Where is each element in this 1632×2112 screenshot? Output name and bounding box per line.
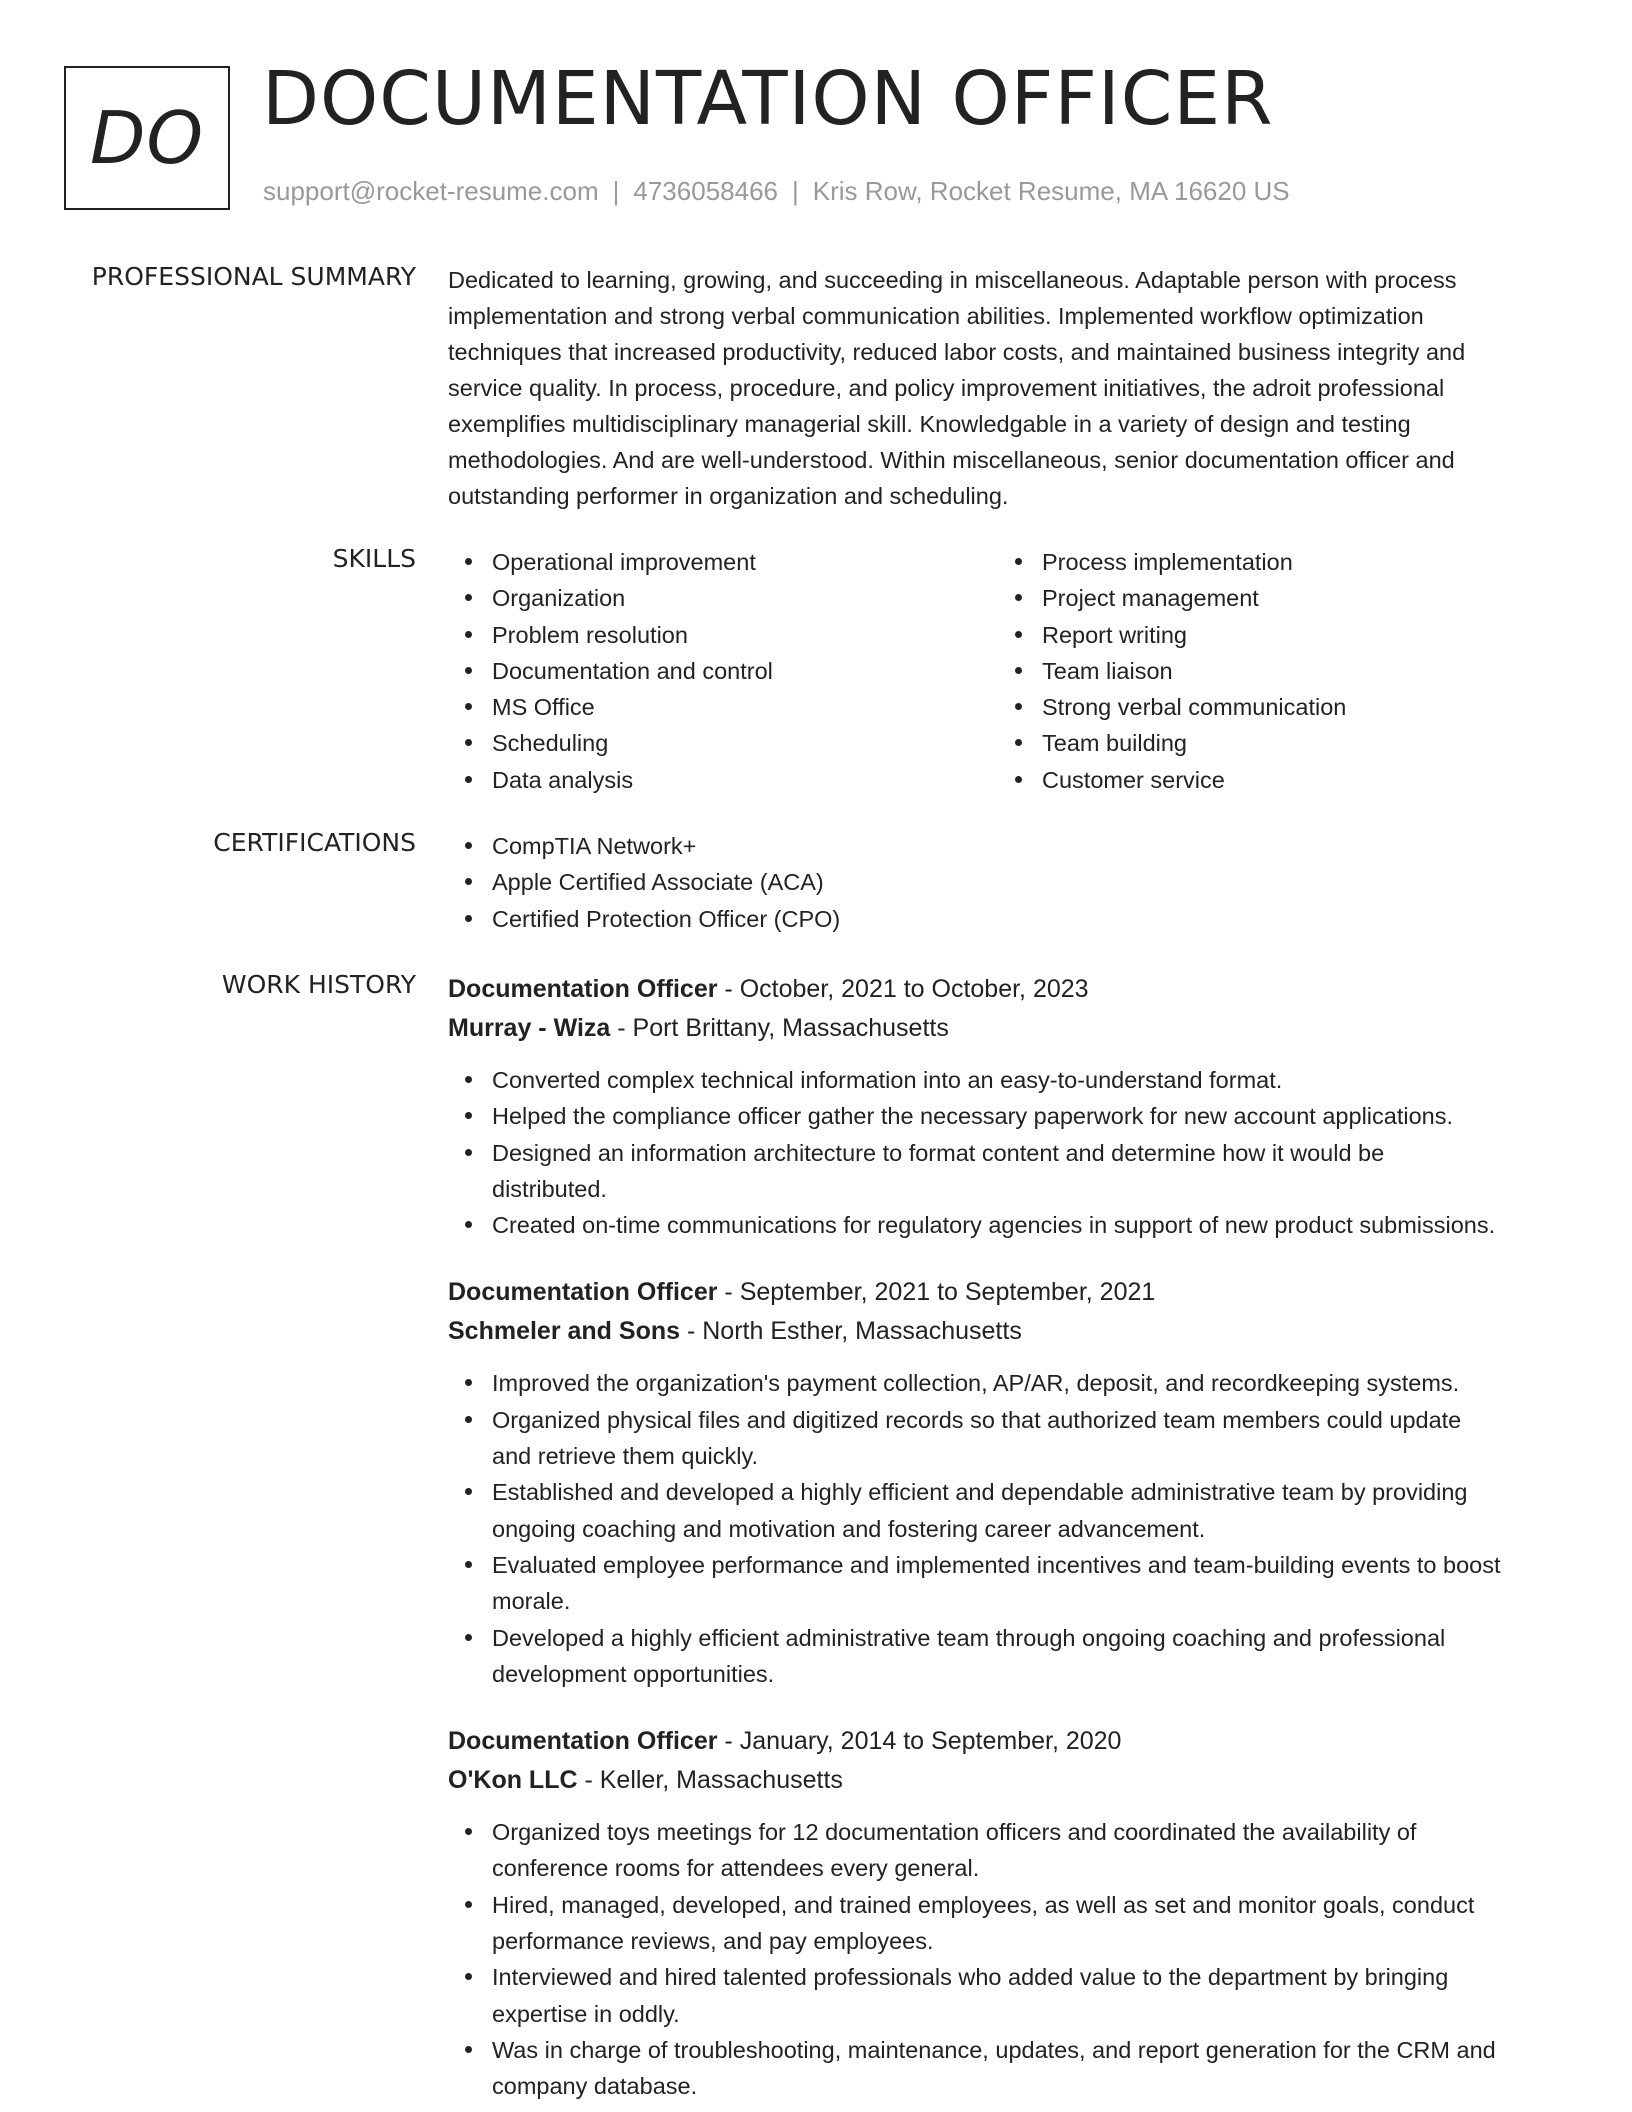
duty-line: distributed. xyxy=(492,1175,607,1202)
job-title: Documentation Officer xyxy=(448,975,718,1003)
skill-item: Problem resolution xyxy=(448,617,998,653)
duty-line: Established and developed a highly efficient and dependable administrative team by providing xyxy=(492,1479,1468,1506)
job-duty xyxy=(448,1402,1568,1475)
duty-line: ongoing coaching and motivation and fostering career advancement. xyxy=(492,1515,1206,1542)
job-location: - North Esther, Massachusetts xyxy=(680,1317,1022,1346)
job-company: Murray - Wiza xyxy=(448,1014,611,1042)
duty-line: Improved the organization's payment collection, AP/AR, deposit, and recordkeeping systems. xyxy=(492,1370,1460,1397)
skill-item: Organization xyxy=(448,580,998,616)
duty-line: Created on-time communications for regulatory agencies in support of new product submissions. xyxy=(492,1212,1496,1239)
skill-item: MS Office xyxy=(448,689,998,725)
skill-item: Team liaison xyxy=(998,653,1548,689)
job-employer xyxy=(448,1312,1568,1351)
monogram-logo: DO xyxy=(64,66,230,210)
section-label-work-history: WORK HISTORY xyxy=(221,970,416,999)
job-company: O'Kon LLC xyxy=(448,1766,578,1795)
skills-list-right xyxy=(998,544,1548,798)
job-heading xyxy=(448,970,1568,1009)
job-employer xyxy=(448,1009,1568,1048)
job-duty xyxy=(448,2032,1568,2105)
duty-line: expertise in oddly. xyxy=(492,2000,680,2027)
skill-item: Process implementation xyxy=(998,544,1548,580)
duty-line: performance reviews, and pay employees. xyxy=(492,1928,934,1955)
summary-line: Dedicated to learning, growing, and succeeding in miscellaneous. Adaptable person with process xyxy=(448,267,1457,293)
skill-item: Customer service xyxy=(998,762,1548,798)
contact-separator: | xyxy=(792,176,799,206)
job-heading xyxy=(448,1273,1568,1312)
job-duty xyxy=(448,1959,1568,2032)
duty-line: development opportunities. xyxy=(492,1660,775,1687)
job-duty xyxy=(448,1062,1568,1098)
duty-line: Organized toys meetings for 12 documentation officers and coordinated the availability of xyxy=(492,1819,1417,1846)
certifications-list xyxy=(448,828,1568,937)
duty-line: Interviewed and hired talented professionals who added value to the department by bringing xyxy=(492,1964,1449,1991)
duty-line: and retrieve them quickly. xyxy=(492,1443,759,1470)
job-duty xyxy=(448,1814,1568,1887)
summary-line: techniques that increased productivity, reduced labor costs, and maintained business integrity and xyxy=(448,339,1466,365)
skills-list-left xyxy=(448,544,998,798)
duty-line: Was in charge of troubleshooting, maintenance, updates, and report generation for the CRM and xyxy=(492,2036,1496,2063)
duty-line: Evaluated employee performance and implemented incentives and team-building events to boost xyxy=(492,1551,1501,1578)
skills-columns xyxy=(448,544,1568,798)
duty-line: Designed an information architecture to format content and determine how it would be xyxy=(492,1139,1385,1166)
summary-text xyxy=(448,262,1568,514)
job-entry xyxy=(448,1273,1568,1692)
certification-item: CompTIA Network+ xyxy=(448,828,1568,864)
job-entry xyxy=(448,970,1568,1243)
job-company: Schmeler and Sons xyxy=(448,1317,681,1346)
summary-line: service quality. In process, procedure, and policy improvement initiatives, the adroit professional xyxy=(448,375,1445,401)
certifications-body xyxy=(448,828,1568,937)
job-duty xyxy=(448,1547,1568,1620)
job-title: Documentation Officer xyxy=(448,1727,718,1756)
job-employer xyxy=(448,1761,1568,1800)
job-duty xyxy=(448,1207,1568,1243)
summary-line: methodologies. And are well-understood. Within miscellaneous, senior documentation officer and xyxy=(448,447,1455,473)
contact-address: Kris Row, Rocket Resume, MA 16620 US xyxy=(812,176,1290,206)
job-duty xyxy=(448,1135,1568,1208)
certification-item: Apple Certified Associate (ACA) xyxy=(448,864,1568,900)
contact-line xyxy=(263,176,1290,207)
job-duty xyxy=(448,1098,1568,1134)
duty-line: Organized physical files and digitized records so that authorized team members could update xyxy=(492,1406,1462,1433)
job-duties xyxy=(448,1365,1568,1692)
summary-line: outstanding performer in organization and scheduling. xyxy=(448,483,1009,509)
job-duty xyxy=(448,1365,1568,1401)
duty-line: Hired, managed, developed, and trained employees, as well as set and monitor goals, conduct xyxy=(492,1891,1475,1918)
job-dates: - October, 2021 to October, 2023 xyxy=(717,975,1089,1003)
skill-item: Strong verbal communication xyxy=(998,689,1548,725)
duty-line: morale. xyxy=(492,1588,571,1615)
resume-title: DOCUMENTATION OFFICER xyxy=(262,56,1274,142)
contact-phone[interactable]: 4736058466 xyxy=(633,176,778,206)
job-dates: - January, 2014 to September, 2020 xyxy=(717,1727,1122,1756)
skill-item: Team building xyxy=(998,725,1548,761)
job-entry xyxy=(448,1722,1568,2104)
job-duty xyxy=(448,1620,1568,1693)
job-heading xyxy=(448,1722,1568,1761)
duty-line: Converted complex technical information into an easy-to-understand format. xyxy=(492,1067,1283,1093)
job-duty xyxy=(448,1474,1568,1547)
duty-line: Developed a highly efficient administrative team through ongoing coaching and professional xyxy=(492,1624,1446,1651)
skill-item: Scheduling xyxy=(448,725,998,761)
summary-line: exemplifies multidisciplinary managerial skill. Knowledgable in a variety of design and testing xyxy=(448,411,1411,437)
section-label-summary: PROFESSIONAL SUMMARY xyxy=(91,262,416,291)
duty-line: conference rooms for attendees every general. xyxy=(492,1855,980,1882)
skill-item: Project management xyxy=(998,580,1548,616)
skill-item: Report writing xyxy=(998,617,1548,653)
skill-item: Operational improvement xyxy=(448,544,998,580)
summary-line: implementation and strong verbal communication abilities. Implemented workflow optimization xyxy=(448,303,1424,329)
certification-item: Certified Protection Officer (CPO) xyxy=(448,901,1568,937)
duty-line: Helped the compliance officer gather the necessary paperwork for new account applications. xyxy=(492,1103,1453,1130)
section-label-skills: SKILLS xyxy=(332,544,416,573)
section-label-certifications: CERTIFICATIONS xyxy=(213,828,416,857)
skill-item: Documentation and control xyxy=(448,653,998,689)
job-title: Documentation Officer xyxy=(448,1278,718,1307)
job-location: - Port Brittany, Massachusetts xyxy=(610,1014,949,1042)
job-dates: - September, 2021 to September, 2021 xyxy=(717,1278,1156,1307)
work-history-body xyxy=(448,970,1568,2105)
job-location: - Keller, Massachusetts xyxy=(577,1766,843,1795)
job-duties xyxy=(448,1814,1568,2104)
job-duties xyxy=(448,1062,1568,1243)
duty-line: company database. xyxy=(492,2073,698,2100)
contact-email[interactable]: support@rocket-resume.com xyxy=(263,176,599,206)
job-duty xyxy=(448,1887,1568,1960)
skill-item: Data analysis xyxy=(448,762,998,798)
contact-separator: | xyxy=(612,176,620,206)
